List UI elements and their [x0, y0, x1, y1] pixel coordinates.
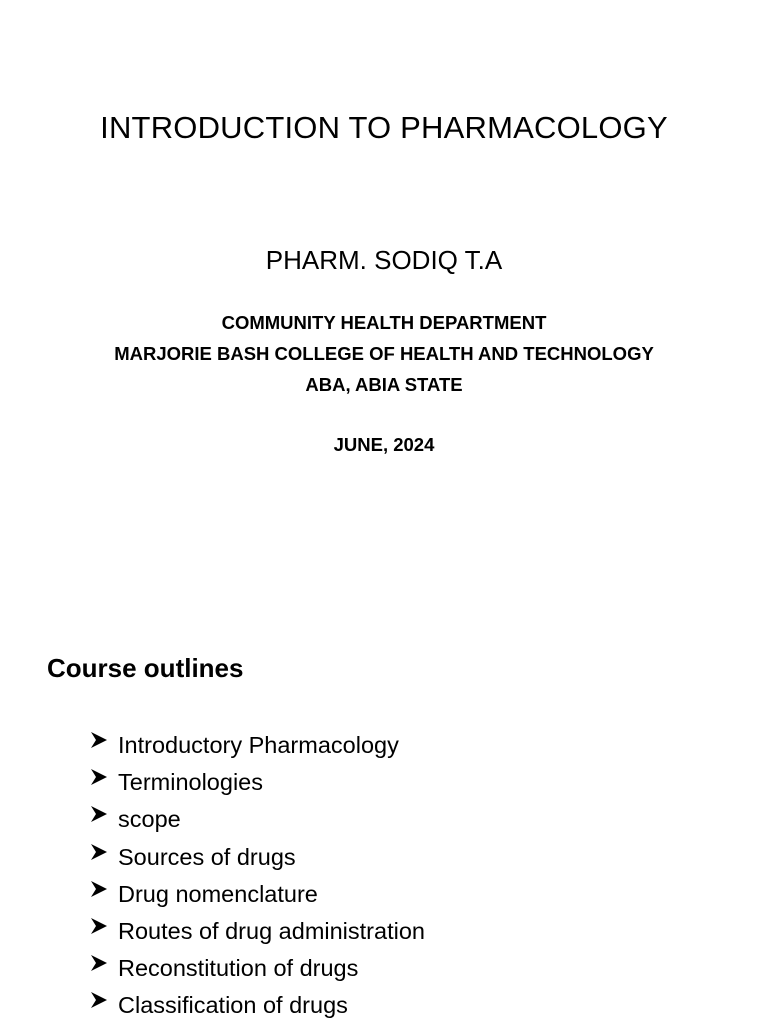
list-item-label: Introductory Pharmacology: [118, 732, 399, 759]
list-item-label: Classification of drugs: [118, 992, 348, 1019]
list-item-label: Terminologies: [118, 769, 263, 796]
document-title: INTRODUCTION TO PHARMACOLOGY: [100, 110, 668, 145]
course-outline-heading: Course outlines: [47, 653, 244, 683]
affiliation-block: [0, 307, 768, 400]
list-item: [88, 727, 425, 764]
list-item-label: Drug nomenclature: [118, 880, 318, 907]
document-date: JUNE, 2024: [333, 434, 435, 455]
list-item-label: Reconstitution of drugs: [118, 955, 359, 982]
arrowhead-bullet-icon: [88, 876, 118, 913]
list-item-label: Routes of drug administration: [118, 918, 425, 945]
arrowhead-bullet-icon: [88, 727, 118, 764]
list-item: [88, 876, 425, 913]
author-name: PHARM. SODIQ T.A: [265, 245, 503, 275]
arrowhead-bullet-icon: [88, 913, 118, 950]
list-item: [88, 987, 425, 1024]
list-item: [88, 950, 425, 987]
list-item: [88, 913, 425, 950]
arrowhead-bullet-icon: [88, 950, 118, 987]
arrowhead-bullet-icon: [88, 839, 118, 876]
list-item-label: scope: [118, 806, 181, 833]
college-line: MARJORIE BASH COLLEGE OF HEALTH AND TECHNOLOGY: [114, 343, 654, 364]
arrowhead-bullet-icon: [88, 801, 118, 838]
department-line: COMMUNITY HEALTH DEPARTMENT: [221, 312, 547, 333]
list-item: [88, 801, 425, 838]
arrowhead-bullet-icon: [88, 987, 118, 1024]
arrowhead-bullet-icon: [88, 764, 118, 801]
list-item-label: Sources of drugs: [118, 843, 296, 870]
course-outline-list: [88, 727, 425, 1025]
list-item: [88, 839, 425, 876]
list-item: [88, 764, 425, 801]
location-line: ABA, ABIA STATE: [305, 374, 463, 395]
